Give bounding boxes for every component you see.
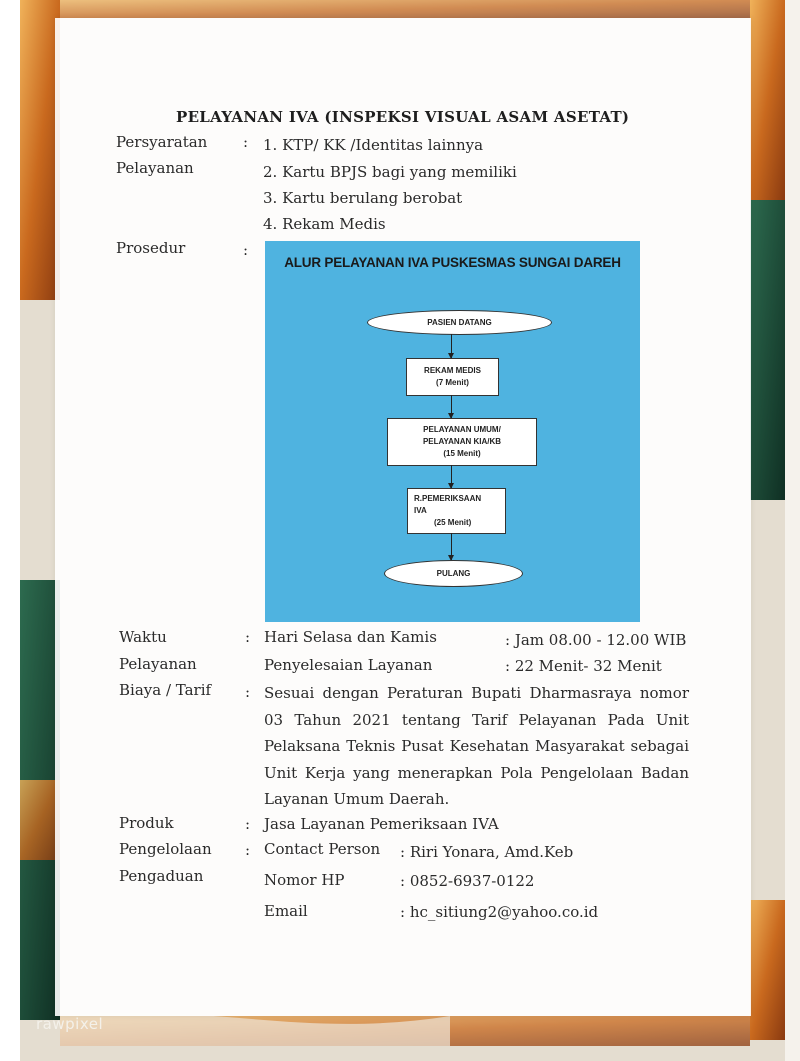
requirement-item: 4. Rekam Medis <box>263 215 386 233</box>
flow-node-label: REKAM MEDIS <box>424 366 481 375</box>
flow-node-label: IVA <box>414 506 427 515</box>
waktu-colon: : <box>245 628 251 646</box>
flow-node-start-label: PASIEN DATANG <box>427 317 492 327</box>
phone-label: Nomor HP <box>264 871 345 889</box>
service-days: Hari Selasa dan Kamis <box>264 628 437 646</box>
completion-label: Penyelesaian Layanan <box>264 656 433 674</box>
prosedur-label: Prosedur <box>116 239 186 257</box>
biaya-label: Biaya / Tarif <box>119 681 212 699</box>
flow-node-duration: (15 Menit) <box>443 449 481 458</box>
flow-arrow <box>451 533 452 560</box>
flowchart <box>265 241 640 622</box>
pengaduan-colon: : <box>245 841 251 859</box>
produk-value: Jasa Layanan Pemeriksaan IVA <box>264 815 499 833</box>
phone-value: : 0852-6937-0122 <box>400 872 535 890</box>
pengaduan-label: Pengelolaan <box>119 840 212 858</box>
biaya-text <box>264 680 689 813</box>
contact-person-value: : Riri Yonara, Amd.Keb <box>400 843 574 861</box>
flow-node-rekam-medis <box>406 358 499 396</box>
flow-arrow <box>451 334 452 358</box>
requirement-item: 2. Kartu BPJS bagi yang memiliki <box>263 163 517 181</box>
flow-node-end <box>384 560 523 587</box>
waktu-label-2: Pelayanan <box>119 655 197 673</box>
persyaratan-label-2: Pelayanan <box>116 159 194 177</box>
completion-time: : 22 Menit- 32 Menit <box>505 657 662 675</box>
prosedur-colon: : <box>243 241 249 259</box>
biaya-colon: : <box>245 683 251 701</box>
flow-arrow <box>451 465 452 488</box>
biaya-line: Unit Kerja yang menerapkan Pola Pengelolaan Badan <box>264 763 689 782</box>
email-value: : hc_sitiung2@yahoo.co.id <box>400 903 599 921</box>
pengaduan-label-2: Pengaduan <box>119 867 204 885</box>
flow-node-duration: (25 Menit) <box>434 518 472 527</box>
biaya-line: Sesuai dengan Peraturan Bupati Dharmasraya nomor <box>264 684 689 702</box>
flowchart-title: ALUR PELAYANAN IVA PUSKESMAS SUNGAI DAREH <box>284 255 621 270</box>
produk-label: Produk <box>119 814 174 832</box>
biaya-line: 03 Tahun 2021 tentang Tarif Pelayanan Pada Unit <box>264 710 689 729</box>
requirement-item: 3. Kartu berulang berobat <box>263 189 463 207</box>
flow-node-pelayanan-umum <box>387 418 537 466</box>
flow-node-end-label: PULANG <box>436 568 471 578</box>
flow-node-label: PELAYANAN UMUM/ <box>423 425 501 434</box>
biaya-line: Pelaksana Teknis Pusat Kesehatan Masyarakat sebagai <box>264 737 689 755</box>
email-label: Email <box>264 902 308 920</box>
flow-node-start <box>367 310 552 335</box>
persyaratan-colon: : <box>243 133 249 151</box>
waktu-label: Waktu <box>119 628 167 646</box>
produk-colon: : <box>245 815 251 833</box>
flow-node-pemeriksaan-iva <box>407 488 506 534</box>
watermark: rawpixel <box>36 1015 104 1033</box>
biaya-line: Layanan Umum Daerah. <box>264 790 450 808</box>
requirement-item: 1. KTP/ KK /Identitas lainnya <box>263 136 484 154</box>
service-hours: : Jam 08.00 - 12.00 WIB <box>505 631 687 649</box>
persyaratan-label: Persyaratan <box>116 133 208 151</box>
page-title: PELAYANAN IVA (INSPEKSI VISUAL ASAM ASETAT) <box>176 108 630 126</box>
flow-arrow <box>451 395 452 418</box>
flow-node-label: PELAYANAN KIA/KB <box>422 437 502 446</box>
contact-person-label: Contact Person <box>264 840 381 858</box>
flow-node-duration: (7 Menit) <box>436 378 469 387</box>
flow-node-label: R.PEMERIKSAAN <box>414 494 482 503</box>
